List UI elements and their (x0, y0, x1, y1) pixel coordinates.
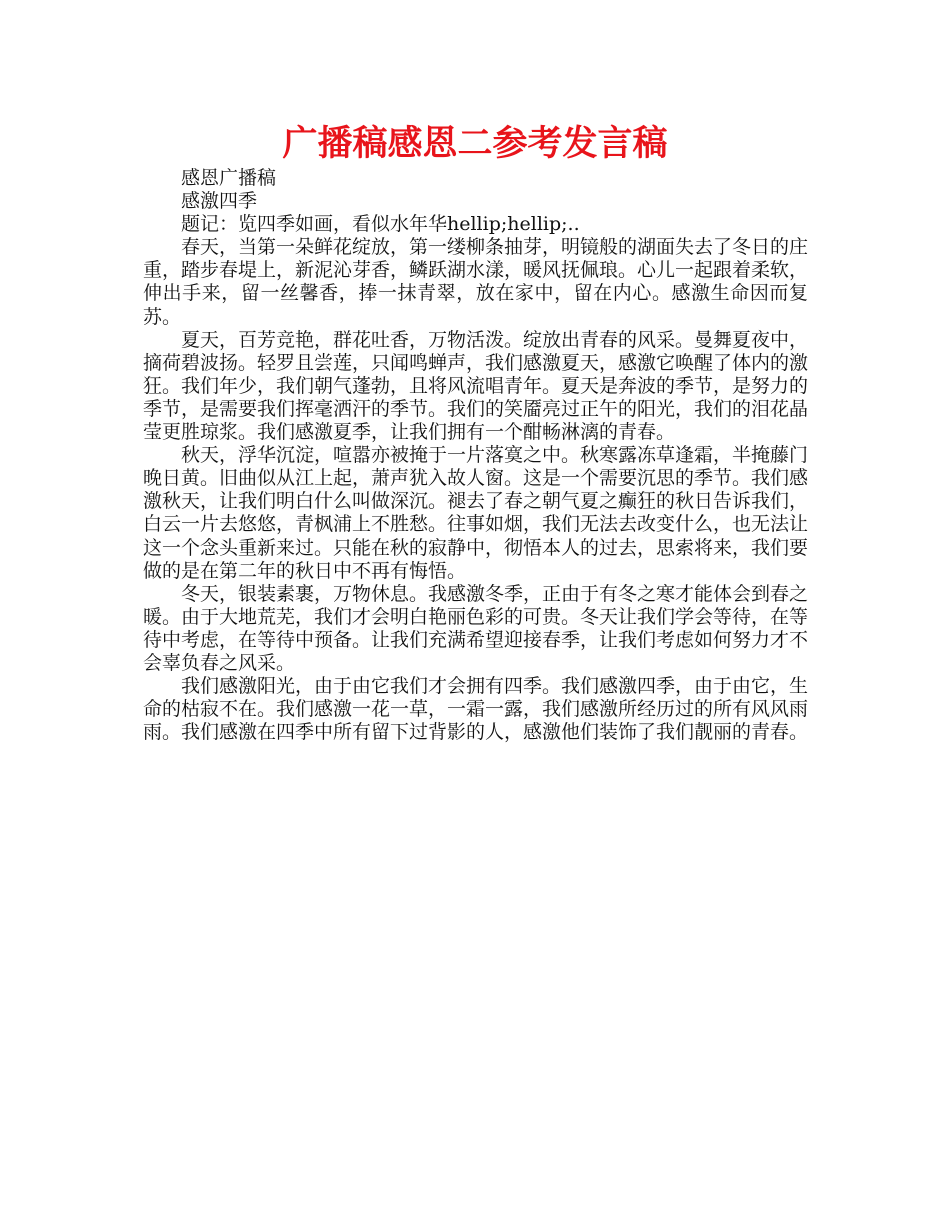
winter-paragraph: 冬天，银装素裹，万物休息。我感激冬季，正由于有冬之寒才能体会到春之暖。由于大地荒芜，我们才会明白艳丽色彩的可贵。冬天让我们学会等待，在等待中考虑，在等待中预备。让我们充满希望迎接春季，让我们考虑如何努力才不会辜负春之风采。 (143, 582, 809, 674)
autumn-paragraph: 秋天，浮华沉淀，喧嚣亦被掩于一片落寞之中。秋寒露冻草逢霜，半掩藤门晚日黄。旧曲似从江上起，萧声犹入故人窗。这是一个需要沉思的季节。我们感激秋天，让我们明白什么叫做深沉。褪去了春之朝气夏之癫狂的秋日告诉我们，白云一片去悠悠，青枫浦上不胜愁。往事如烟，我们无法去改变什么，也无法让这一个念头重新来过。只能在秋的寂静中，彻悟本人的过去，思索将来，我们要做的是在第二年的秋日中不再有悔悟。 (143, 444, 809, 582)
spring-paragraph: 春天，当第一朵鲜花绽放，第一缕柳条抽芽，明镜般的湖面失去了冬日的庄重，踏步春堤上，新泥沁芽香，鳞跃湖水漾，暖风抚佩琅。心儿一起跟着柔软，伸出手来，留一丝馨香，捧一抹青翠，放在家中，留在内心。感激生命因而复苏。 (143, 236, 809, 328)
subtitle-paragraph: 感恩广播稿 (181, 167, 277, 189)
document-title: 广播稿感恩二参考发言稿 (282, 124, 668, 164)
document-body (143, 167, 808, 744)
section-heading-paragraph: 感激四季 (181, 190, 258, 213)
epigraph-paragraph: 题记：览四季如画，看似水年华hellip;hellip;.. (181, 213, 580, 236)
summer-paragraph: 夏天，百芳竞艳，群花吐香，万物活泼。绽放出青春的风采。曼舞夏夜中，摘荷碧波扬。轻罗且尝莲，只闻鸣蝉声，我们感激夏天，感激它唤醒了体内的激狂。我们年少，我们朝气蓬勃，且将风流唱青年。夏天是奔波的季节，是努力的季节，是需要我们挥毫洒汗的季节。我们的笑靥亮过正午的阳光，我们的泪花晶莹更胜琼浆。我们感激夏季，让我们拥有一个酣畅淋漓的青春。 (143, 328, 809, 444)
closing-paragraph: 我们感激阳光，由于由它我们才会拥有四季。我们感激四季，由于由它，生命的枯寂不在。我们感激一花一草，一霜一露，我们感激所经历过的所有风风雨雨。我们感激在四季中所有留下过背影的人，感激他们装饰了我们靓丽的青春。 (143, 675, 809, 744)
